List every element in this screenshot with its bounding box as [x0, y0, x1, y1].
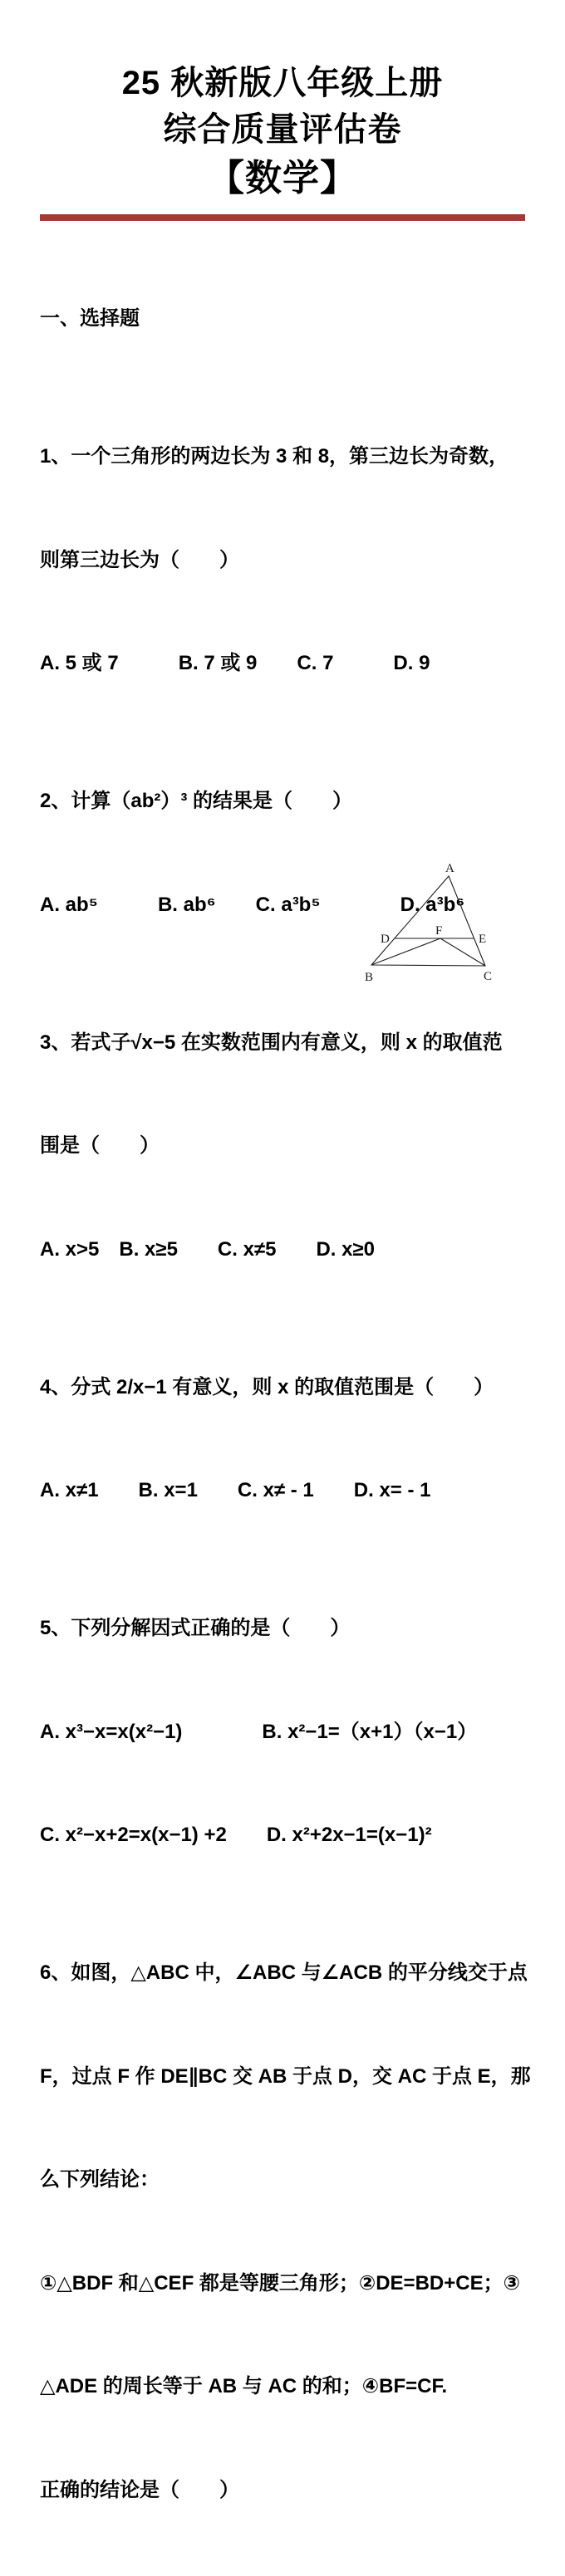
question-body	[40, 233, 532, 2576]
question-5-options: A. x³−x=x(x²−1) B. x²−1=（x+1）（x−1）	[40, 1720, 478, 1743]
figure-label-c: C	[484, 970, 493, 983]
title-line-1: 25 秋新版八年级上册	[121, 65, 444, 101]
title-block	[0, 0, 565, 204]
question-4-options: A. x≠1 B. x=1 C. x≠ - 1 D. x= - 1	[40, 1479, 431, 1501]
section-heading: 一、选择题	[40, 307, 140, 330]
triangle-figure-svg	[352, 859, 507, 1002]
figure-label-f: F	[435, 924, 443, 938]
question-6-line: ①△BDF 和△CEF 都是等腰三角形；②DE=BD+CE；③	[40, 2271, 520, 2294]
question-2-line: 2、计算（ab²）³ 的结果是（ ）	[40, 790, 353, 812]
question-5-line: 5、下列分解因式正确的是（ ）	[40, 1617, 351, 1639]
figure-label-d: D	[381, 933, 390, 946]
question-1-line: 1、一个三角形的两边长为 3 和 8，第三边长为奇数，	[40, 445, 509, 468]
question-2-options: A. ab⁵ B. ab⁶ C. a³b⁵ D. a³b⁶	[40, 893, 465, 916]
question-6-line: 6、如图，△ABC 中，∠ABC 与∠ACB 的平分线交于点	[40, 1961, 528, 1984]
figure-label-e: E	[479, 933, 487, 946]
question-5-options: C. x²−x+2=x(x−1) +2 D. x²+2x−1=(x−1)²	[40, 1824, 432, 1846]
figure-label-b: B	[365, 971, 374, 984]
question-6-line: △ADE 的周长等于 AB 与 AC 的和；④BF=CF.	[40, 2375, 448, 2397]
triangle-abc-outline	[371, 876, 485, 966]
question-6-line: 正确的结论是（ ）	[40, 2478, 239, 2501]
figure-label-a: A	[445, 862, 454, 875]
red-divider-rule	[40, 214, 525, 221]
question-1-options: A. 5 或 7 B. 7 或 9 C. 7 D. 9	[40, 652, 430, 674]
question-3-line: 3、若式子√x−5 在实数范围内有意义，则 x 的取值范	[40, 1031, 503, 1054]
question-3-options: A. x>5 B. x≥5 C. x≠5 D. x≥0	[40, 1237, 375, 1261]
question-6-line: 么下列结论：	[40, 2168, 160, 2191]
question-4-line: 4、分式 2/x−1 有意义，则 x 的取值范围是（ ）	[40, 1375, 494, 1398]
question-3-line: 围是（ ）	[40, 1134, 160, 1157]
question-6-line: F，过点 F 作 DE∥BC 交 AB 于点 D，交 AC 于点 E，那	[40, 2064, 531, 2088]
triangle-figure	[352, 859, 507, 1002]
question-1-line: 则第三边长为（ ）	[40, 548, 239, 571]
title-line-2: 综合质量评估卷	[163, 111, 402, 148]
title-line-3: 【数学】	[208, 158, 357, 198]
